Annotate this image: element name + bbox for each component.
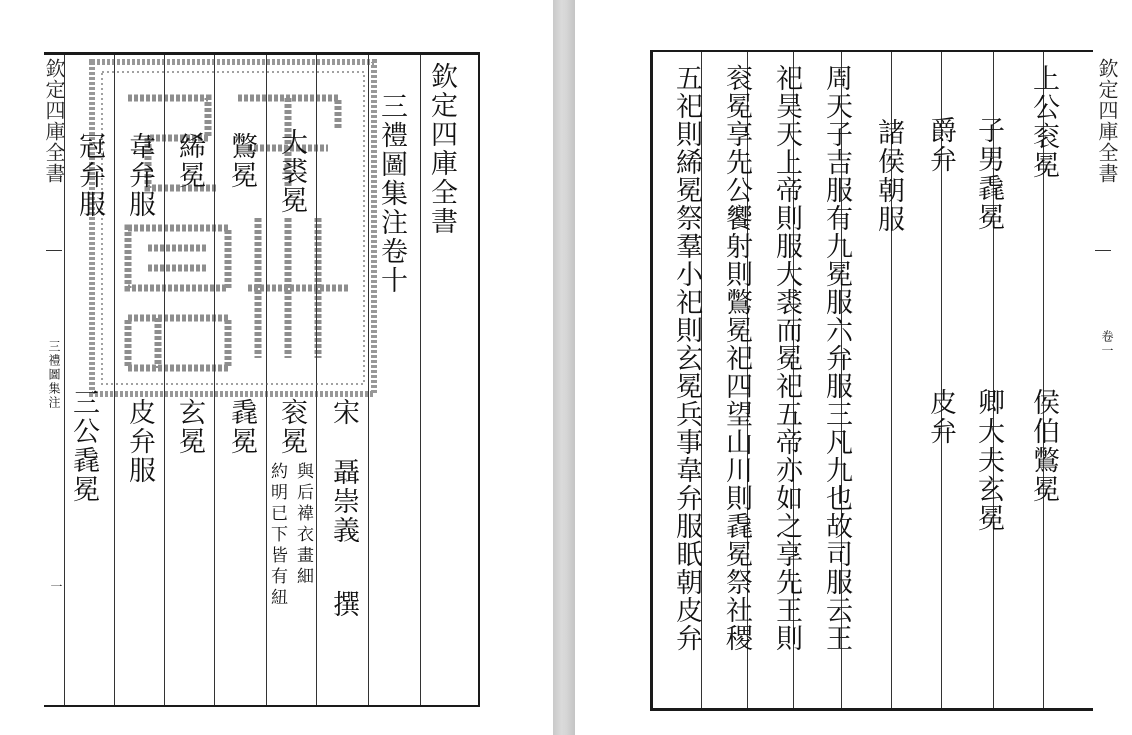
right-text-frame <box>650 50 1093 711</box>
margin-header-left: 欽定四庫全書 <box>42 58 66 184</box>
book-title: 三禮圖集注卷十 <box>376 92 407 295</box>
item-dakiu-mian: 大裘冕 <box>276 128 307 215</box>
body-line-1: 周天子吉服有九冕服六弁服三凡九也故司服云王 <box>821 64 852 652</box>
item-cui-mian: 毳冕 <box>226 398 257 456</box>
item-gun-mian: 衮冕 <box>276 398 307 456</box>
left-header: 欽定四庫全書 <box>426 62 457 236</box>
library-seal-stamp <box>88 58 378 398</box>
margin-volume-right: 卷一 <box>1100 330 1114 358</box>
item-juebian: 爵弁 <box>925 116 956 174</box>
item-houbo-bie-mian: 侯伯鷩冕 <box>1028 388 1059 504</box>
item-sangong-cui-mian: 三公毳冕 <box>68 388 99 504</box>
left-page <box>0 0 553 735</box>
body-line-3: 衮冕享先公饗射則鷩冕祀四望山川則毳冕祭社稷 <box>721 64 752 652</box>
gun-note-left: 約明已下皆有紐 <box>267 462 287 609</box>
item-pibian-fu: 皮弁服 <box>124 398 155 485</box>
body-line-4: 五祀則絺冕祭羣小祀則玄冕兵事韋弁服眂朝皮弁 <box>671 64 702 652</box>
item-xi-mian: 絺冕 <box>174 132 205 190</box>
section-zhuhou-chaofu: 諸侯朝服 <box>873 118 904 234</box>
item-bie-mian: 鷩冕 <box>226 132 257 190</box>
item-weibian-fu: 韋弁服 <box>124 132 155 219</box>
author-era: 宋 <box>328 398 359 427</box>
page-gutter <box>553 0 575 735</box>
author-name: 聶崇義 <box>328 458 359 545</box>
author-role: 撰 <box>328 590 359 619</box>
margin-page-number-left: 一 <box>49 580 63 594</box>
item-guanbian-fu: 冠弁服 <box>74 132 105 219</box>
item-zinan-cui-mian: 子男毳冕 <box>973 116 1004 232</box>
item-pibian: 皮弁 <box>925 388 956 446</box>
item-xuan-mian: 玄冕 <box>174 398 205 456</box>
item-qingdafu-xuan-mian: 卿大夫玄冕 <box>973 388 1004 533</box>
body-line-2: 祀昊天上帝則服大裘而冕祀五帝亦如之享先王則 <box>771 64 802 652</box>
item-shanggong-gun-mian: 上公衮冕 <box>1028 64 1059 180</box>
margin-title-left: 三禮圖集注 <box>47 340 61 410</box>
right-page <box>575 0 1132 735</box>
margin-fold-mark-right <box>1095 250 1111 251</box>
gun-note-right: 與后褘衣畫細 <box>293 462 313 588</box>
margin-header-right: 欽定四庫全書 <box>1095 58 1119 184</box>
